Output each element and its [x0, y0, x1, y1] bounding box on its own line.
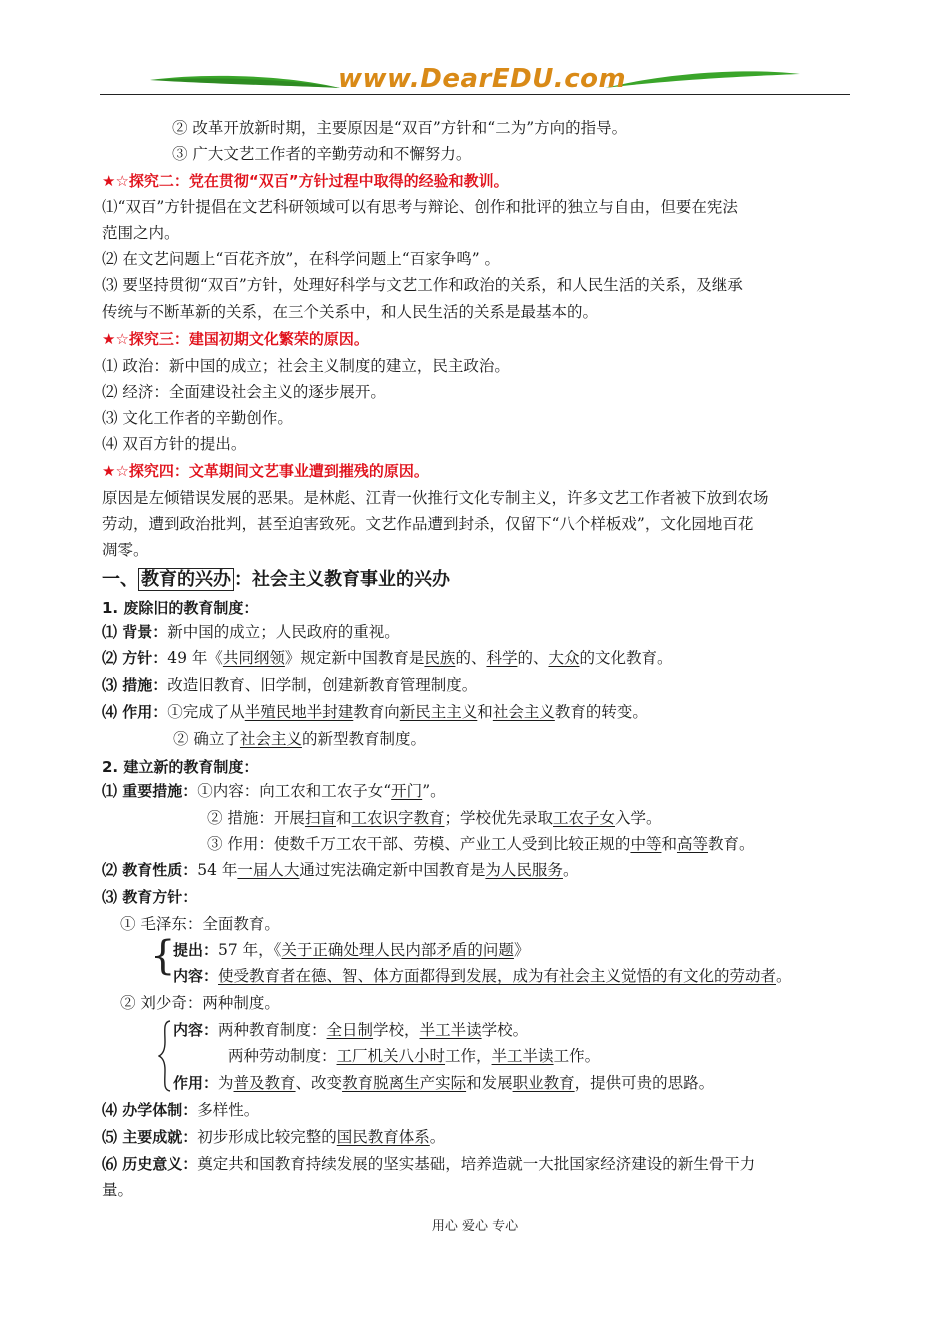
item-mao: ① 毛泽东：全面教育。 — [120, 915, 280, 933]
header-logo-text: www.DearEDU.com — [338, 64, 627, 94]
item-text: 初步形成比较完整的 — [197, 1128, 337, 1146]
item-text: 的、 — [455, 649, 487, 667]
item-label: ⑵ 教育性质： — [102, 861, 198, 879]
text-line: ⑶ 要坚持贯彻“双百”方针，处理好科学与文艺工作和政治的关系，和人民生活的关系，及继承 — [102, 276, 743, 294]
item-text: 。 — [562, 861, 579, 879]
item-text: ”。 — [422, 782, 446, 800]
inquiry-heading-4: ★☆探究四：文革期间文艺事业遭到摧残的原因。 — [102, 462, 429, 480]
underlined-text: 社会主义 — [492, 703, 555, 721]
item-effect — [102, 699, 648, 725]
underlined-text: 民族 — [424, 649, 456, 667]
text-line: ② 改革开放新时期，主要原因是“双百”方针和“二为”方向的指导。 — [172, 119, 628, 137]
item-nature — [102, 857, 578, 883]
text-line: ⑴“双百”方针提倡在文艺科研领域可以有思考与辩论、创作和批评的独立与自由，但要在宪法 — [102, 198, 738, 216]
item-proposed — [173, 937, 529, 963]
item-text: ；学校优先录取 — [444, 809, 553, 827]
underlined-text: 半工半读 — [491, 1047, 554, 1065]
item-text: 、改变 — [295, 1074, 343, 1092]
item-guideline — [102, 884, 197, 910]
underlined-text: 关于正确处理人民内部矛盾的问题 — [281, 941, 514, 959]
item-label: ⑷ 办学体制： — [102, 1101, 198, 1119]
underlined-text: 教育脱离生产实际 — [342, 1074, 467, 1092]
item-liu-effect — [173, 1070, 714, 1096]
underlined-text: 高等 — [676, 835, 708, 853]
text-line: 传统与不断革新的关系，在三个关系中，和人民生活的关系是最基本的。 — [102, 303, 599, 321]
underlined-text: 全日制 — [326, 1021, 374, 1039]
item-text: 工作。 — [553, 1047, 601, 1065]
item-label: ⑶ 教育方针： — [102, 888, 198, 906]
item-label: 作用： — [173, 1074, 219, 1092]
item-text: 为 — [218, 1074, 234, 1092]
item-label: ⑶ 措施： — [102, 676, 168, 694]
underlined-text: 开门 — [391, 782, 423, 800]
item-text: 的文化教育。 — [579, 649, 673, 667]
item-key-measures-3 — [207, 831, 755, 857]
item-text: ② 确立了 — [173, 730, 240, 748]
text-line: ⑷ 双百方针的提出。 — [102, 435, 247, 453]
item-label: 提出： — [173, 941, 219, 959]
item-label: ⑸ 主要成就： — [102, 1128, 198, 1146]
underlined-text: 新民主主义 — [399, 703, 478, 721]
item-label: 内容： — [173, 967, 219, 985]
item-label: ⑷ 作用： — [102, 703, 168, 721]
item-text: 入学。 — [615, 809, 662, 827]
item-text: 和 — [477, 703, 493, 721]
item-text: 和 — [335, 809, 352, 827]
underlined-text: 使受教育者在德、智、体方面都得到发展，成为有社会主义觉悟的有文化的劳动者 — [218, 967, 777, 985]
item-background — [102, 619, 400, 645]
text-line: 原因是左倾错误发展的恶果。是林彪、江青一伙推行文化专制主义，许多文艺工作者被下放到农场 — [102, 489, 769, 507]
item-text: 学校， — [373, 1021, 420, 1039]
item-liu: ② 刘少奇：两种制度。 — [120, 994, 280, 1012]
subsection-title-1: 1. 废除旧的教育制度： — [102, 599, 259, 617]
item-text: 。 — [776, 967, 792, 985]
item-key-measures-2 — [207, 805, 662, 831]
section-heading — [102, 565, 450, 591]
underlined-text: 工农子女 — [553, 809, 616, 827]
item-text: 教育。 — [707, 835, 755, 853]
item-text: 54 年 — [197, 861, 238, 879]
text-line: ③ 广大文艺工作者的辛勤劳动和不懈努力。 — [172, 145, 472, 163]
item-content — [173, 963, 792, 989]
item-text: 和发展 — [466, 1074, 513, 1092]
subsection-title-2: 2. 建立新的教育制度： — [102, 758, 259, 776]
item-text: 57 年，《 — [218, 941, 282, 959]
underlined-text: 共同纲领 — [222, 649, 285, 667]
item-effect-2 — [173, 726, 426, 752]
underlined-text: 普及教育 — [233, 1074, 296, 1092]
text-line: ⑴ 政治：新中国的成立；社会主义制度的建立，民主政治。 — [102, 357, 510, 375]
underlined-text: 国民教育体系 — [336, 1128, 430, 1146]
item-text: 通过宪法确定新中国教育是 — [299, 861, 486, 879]
item-key-measures — [102, 778, 446, 804]
page-footer: 用心 爱心 专心 — [431, 1219, 519, 1234]
underlined-text: 中等 — [630, 835, 662, 853]
item-label: ⑴ 重要措施： — [102, 782, 198, 800]
underlined-text: 半工半读 — [419, 1021, 482, 1039]
underlined-text: 扫盲 — [304, 809, 336, 827]
item-text: 奠定共和国教育持续发展的坚实基础，培养造就一大批国家经济建设的新生骨干力 — [197, 1155, 756, 1173]
text-line: 劳动，遭到政治批判，甚至迫害致死。文艺作品遭到封杀，仅留下“八个样板戏”，文化园地百花 — [102, 515, 754, 533]
item-label: 内容： — [173, 1021, 219, 1039]
item-significance-2: 量。 — [102, 1181, 134, 1199]
item-label: ⑹ 历史意义： — [102, 1155, 198, 1173]
item-liu-content — [173, 1017, 528, 1043]
text-line: 凋零。 — [102, 541, 149, 559]
header-rule — [100, 94, 850, 95]
item-text: 》 — [513, 941, 530, 959]
inquiry-heading-3: ★☆探究三：建国初期文化繁荣的原因。 — [102, 330, 369, 348]
underlined-text: 一届人大 — [237, 861, 300, 879]
text-line: 范围之内。 — [102, 224, 180, 242]
item-label: ⑵ 方针： — [102, 649, 168, 667]
item-text: ② 措施：开展 — [207, 809, 305, 827]
item-liu-content-2 — [228, 1043, 600, 1069]
brace-icon — [158, 1020, 172, 1092]
item-policy — [102, 645, 673, 671]
text-line: ⑵ 经济：全面建设社会主义的逐步展开。 — [102, 383, 386, 401]
item-text: 教育向 — [353, 703, 400, 721]
item-text: 改造旧教育、旧学制，创建新教育管理制度。 — [167, 676, 478, 694]
item-text: 。 — [429, 1128, 446, 1146]
underlined-text: 社会主义 — [239, 730, 302, 748]
item-achievement — [102, 1124, 445, 1150]
item-text: 学校。 — [481, 1021, 529, 1039]
item-text: 两种劳动制度： — [228, 1047, 337, 1065]
item-text: ，提供可贵的思路。 — [574, 1074, 715, 1092]
item-text: ①内容：向工农和工农子女“ — [197, 782, 392, 800]
brace-icon: { — [150, 933, 176, 979]
item-text: 》规定新中国教育是 — [284, 649, 425, 667]
item-system — [102, 1097, 259, 1123]
text-line: ⑵ 在文艺问题上“百花齐放”，在科学问题上“百家争鸣” 。 — [102, 250, 501, 268]
item-measures — [102, 672, 477, 698]
item-text: 的新型教育制度。 — [301, 730, 426, 748]
item-text: 教育的转变。 — [554, 703, 648, 721]
item-text: 新中国的成立；人民政府的重视。 — [167, 623, 400, 641]
section-boxed-title: 教育的兴办 — [138, 568, 234, 591]
underlined-text: 半殖民地半封建 — [244, 703, 354, 721]
underlined-text: 工农识字教育 — [351, 809, 445, 827]
item-text: 的、 — [517, 649, 549, 667]
section-suffix: ：社会主义教育事业的兴办 — [234, 569, 450, 590]
item-text: 工作， — [445, 1047, 492, 1065]
text-line: ⑶ 文化工作者的辛勤创作。 — [102, 409, 293, 427]
underlined-text: 职业教育 — [512, 1074, 575, 1092]
item-text: 多样性。 — [197, 1101, 260, 1119]
item-text: ③ 作用：使数千万工农干部、劳模、产业工人受到比较正规的 — [207, 835, 631, 853]
item-significance — [102, 1151, 755, 1177]
item-text: 和 — [661, 835, 677, 853]
underlined-text: 为人民服务 — [485, 861, 563, 879]
underlined-text: 科学 — [486, 649, 518, 667]
section-prefix: 一、 — [102, 569, 138, 590]
item-text: 49 年《 — [167, 649, 223, 667]
inquiry-heading-2: ★☆探究二：党在贯彻“双百”方针过程中取得的经验和教训。 — [102, 172, 509, 190]
item-text: 两种教育制度： — [218, 1021, 327, 1039]
underlined-text: 工厂机关八小时 — [336, 1047, 446, 1065]
item-label: ⑴ 背景： — [102, 623, 168, 641]
underlined-text: 大众 — [548, 649, 580, 667]
item-text: ①完成了从 — [167, 703, 245, 721]
